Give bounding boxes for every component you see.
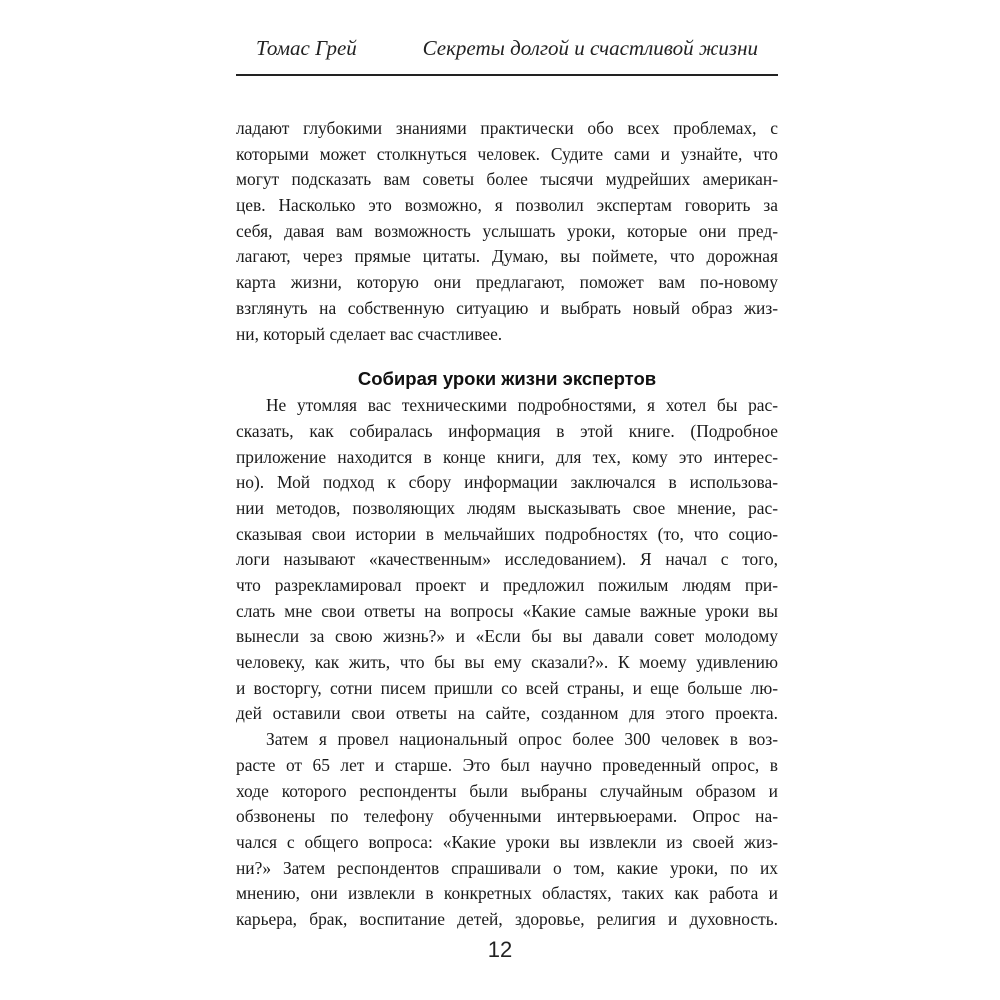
header-book-title: Секреты долгой и счастливой жизни xyxy=(422,36,758,60)
text-line: дей оставили свои ответы на сайте, созданном для этого проекта. xyxy=(236,703,778,724)
text-line: человеку, как жить, что бы вы ему сказали?». К моему удивлению xyxy=(236,652,778,673)
text-line: слать мне свои ответы на вопросы «Какие самые важные уроки вы xyxy=(236,600,778,621)
text-line: ни?» Затем респондентов спрашивали о том, какие уроки, по их xyxy=(236,857,778,878)
text-line: карьера, брак, воспитание детей, здоровье, религия и духовность. xyxy=(236,908,778,929)
section-heading: Собирая уроки жизни экспертов xyxy=(357,368,657,390)
text-line: чался с общего вопроса: «Какие уроки вы извлекли из своей жиз- xyxy=(236,831,778,852)
text-line: сказывая свои истории в мельчайших подробностях (то, что социо- xyxy=(236,523,778,544)
text-line: взглянуть на собственную ситуацию и выбрать новый образ жиз- xyxy=(236,297,778,318)
running-header xyxy=(236,34,778,76)
text-line: цев. Насколько это возможно, я позволил экспертам говорить за xyxy=(236,195,778,216)
text-line: но). Мой подход к сбору информации заключался в использова- xyxy=(236,472,778,493)
text-line: логи называют «качественным» исследованием). Я начал с того, xyxy=(236,549,778,570)
text-line: себя, давая вам возможность услышать уроки, которые они пред- xyxy=(236,220,778,241)
text-line: ходе которого респонденты были выбраны случайным образом и xyxy=(236,780,778,801)
text-line: нии методов, позволяющих людям высказывать свое мнение, рас- xyxy=(236,497,778,518)
text-line: ладают глубокими знаниями практически обо всех проблемах, с xyxy=(236,118,778,138)
text-line: могут подсказать вам советы более тысячи мудрейших американ- xyxy=(236,169,778,190)
paragraph-1 xyxy=(236,116,778,347)
text-line: Не утомляя вас техническими подробностями, я хотел бы рас- xyxy=(266,395,778,416)
text-line: вынесли за свою жизнь?» и «Если бы вы давали совет молодому xyxy=(236,626,778,647)
text-line: Затем я провел национальный опрос более 300 человек в воз- xyxy=(266,729,778,750)
text-line: что разрекламировал проект и предложил пожилым людям при- xyxy=(236,575,778,595)
text-line: расте от 65 лет и старше. Это был научно проведенный опрос, в xyxy=(236,754,778,775)
text-line: приложение находится в конце книги, для тех, кому это интерес- xyxy=(236,446,778,467)
text-line: обзвонены по телефону обученными интервьюерами. Опрос на- xyxy=(236,806,778,827)
header-author: Томас Грей xyxy=(256,36,357,60)
page-number: 12 xyxy=(487,937,513,962)
text-line: и восторгу, сотни писем пришли со всей страны, и еще больше лю- xyxy=(236,677,778,698)
text-line: мнению, они извлекли в конкретных областях, таких как работа и xyxy=(236,883,778,904)
text-line: карта жизни, которую они предлагают, поможет вам по-новому xyxy=(236,272,778,293)
paragraph-2 xyxy=(236,393,778,727)
body-text xyxy=(236,116,778,933)
text-line: которыми может столкнуться человек. Судите сами и узнайте, что xyxy=(236,143,778,164)
text-line: ни, который сделает вас счастливее. xyxy=(236,323,503,344)
text-line: сказать, как собиралась информация в этой книге. (Подробное xyxy=(236,420,778,441)
paragraph-3 xyxy=(236,727,778,933)
text-line: лагают, через прямые цитаты. Думаю, вы поймете, что дорожная xyxy=(236,246,778,267)
